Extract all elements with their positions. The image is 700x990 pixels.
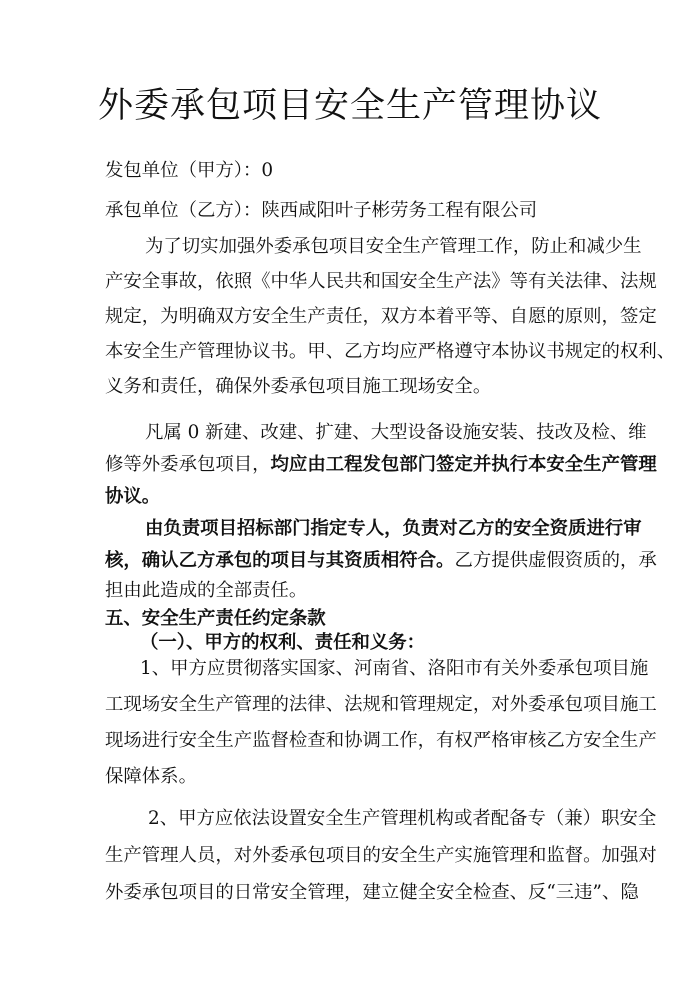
para2-bold-text: 均应由工程发包部门签定并执行本安全生产管理 (270, 454, 657, 475)
para2-line: 凡属 0 新建、改建、扩建、大型设备设施安装、技改及检、维 (145, 422, 647, 443)
para3-normal-text: 乙方提供虚假资质的，承 (454, 550, 657, 571)
para1-line: 规定，为明确双方安全生产责任，双方本着平等、自愿的原则，签定 (105, 306, 657, 327)
para3-line: 由负责项目招标部门指定专人，负责对乙方的安全资质进行审 (145, 518, 642, 539)
para3-bold-text: 核，确认乙方承包的项目与其资质相符合。 (105, 550, 455, 571)
party-b-line (105, 200, 605, 222)
para1-line: 为了切实加强外委承包项目安全生产管理工作，防止和减少生 (145, 236, 642, 257)
para2-line (105, 454, 657, 476)
item1-line: 保障体系。 (105, 766, 197, 787)
item2-line: 生产管理人员，对外委承包项目的安全生产实施管理和监督。加强对 (105, 845, 657, 866)
para1-line: 本安全生产管理协议书。甲、乙方均应严格遵守本协议书规定的权利、 (105, 341, 676, 362)
para1-line: 义务和责任，确保外委承包项目施工现场安全。 (105, 376, 492, 397)
item2-line: 2、甲方应依法设置安全生产管理机构或者配备专（兼）职安全 (148, 808, 657, 829)
item2-line: 外委承包项目的日常安全管理，建立健全安全检查、反“三违”、隐 (105, 882, 639, 903)
party-b-value: 陕西咸阳叶子彬劳务工程有限公司 (261, 200, 538, 221)
subsection-heading: （一）、甲方的权利、责任和义务： (140, 632, 426, 653)
section-heading: 五、安全生产责任约定条款 (105, 608, 326, 629)
para2-normal-text: 修等外委承包项目， (105, 454, 271, 475)
item1-line: 现场进行安全生产监督检查和协调工作，有权严格审核乙方安全生产 (105, 730, 657, 751)
para3-line: 担由此造成的全部责任。 (105, 580, 308, 601)
party-a-line (105, 160, 605, 182)
item1-line: 1、甲方应贯彻落实国家、河南省、洛阳市有关外委承包项目施 (140, 658, 649, 679)
para3-line (105, 550, 657, 572)
para2-line: 协议。 (105, 486, 161, 507)
party-a-value: 0 (261, 160, 274, 181)
party-a-label: 发包单位（甲方）： (105, 160, 262, 181)
party-b-label: 承包单位（乙方）： (105, 200, 262, 221)
para1-line: 产安全事故，依照《中华人民共和国安全生产法》等有关法律、法规 (105, 271, 657, 292)
document-title: 外委承包项目安全生产管理协议 (97, 86, 602, 126)
item1-line: 工现场安全生产管理的法律、法规和管理规定，对外委承包项目施工 (105, 694, 657, 715)
